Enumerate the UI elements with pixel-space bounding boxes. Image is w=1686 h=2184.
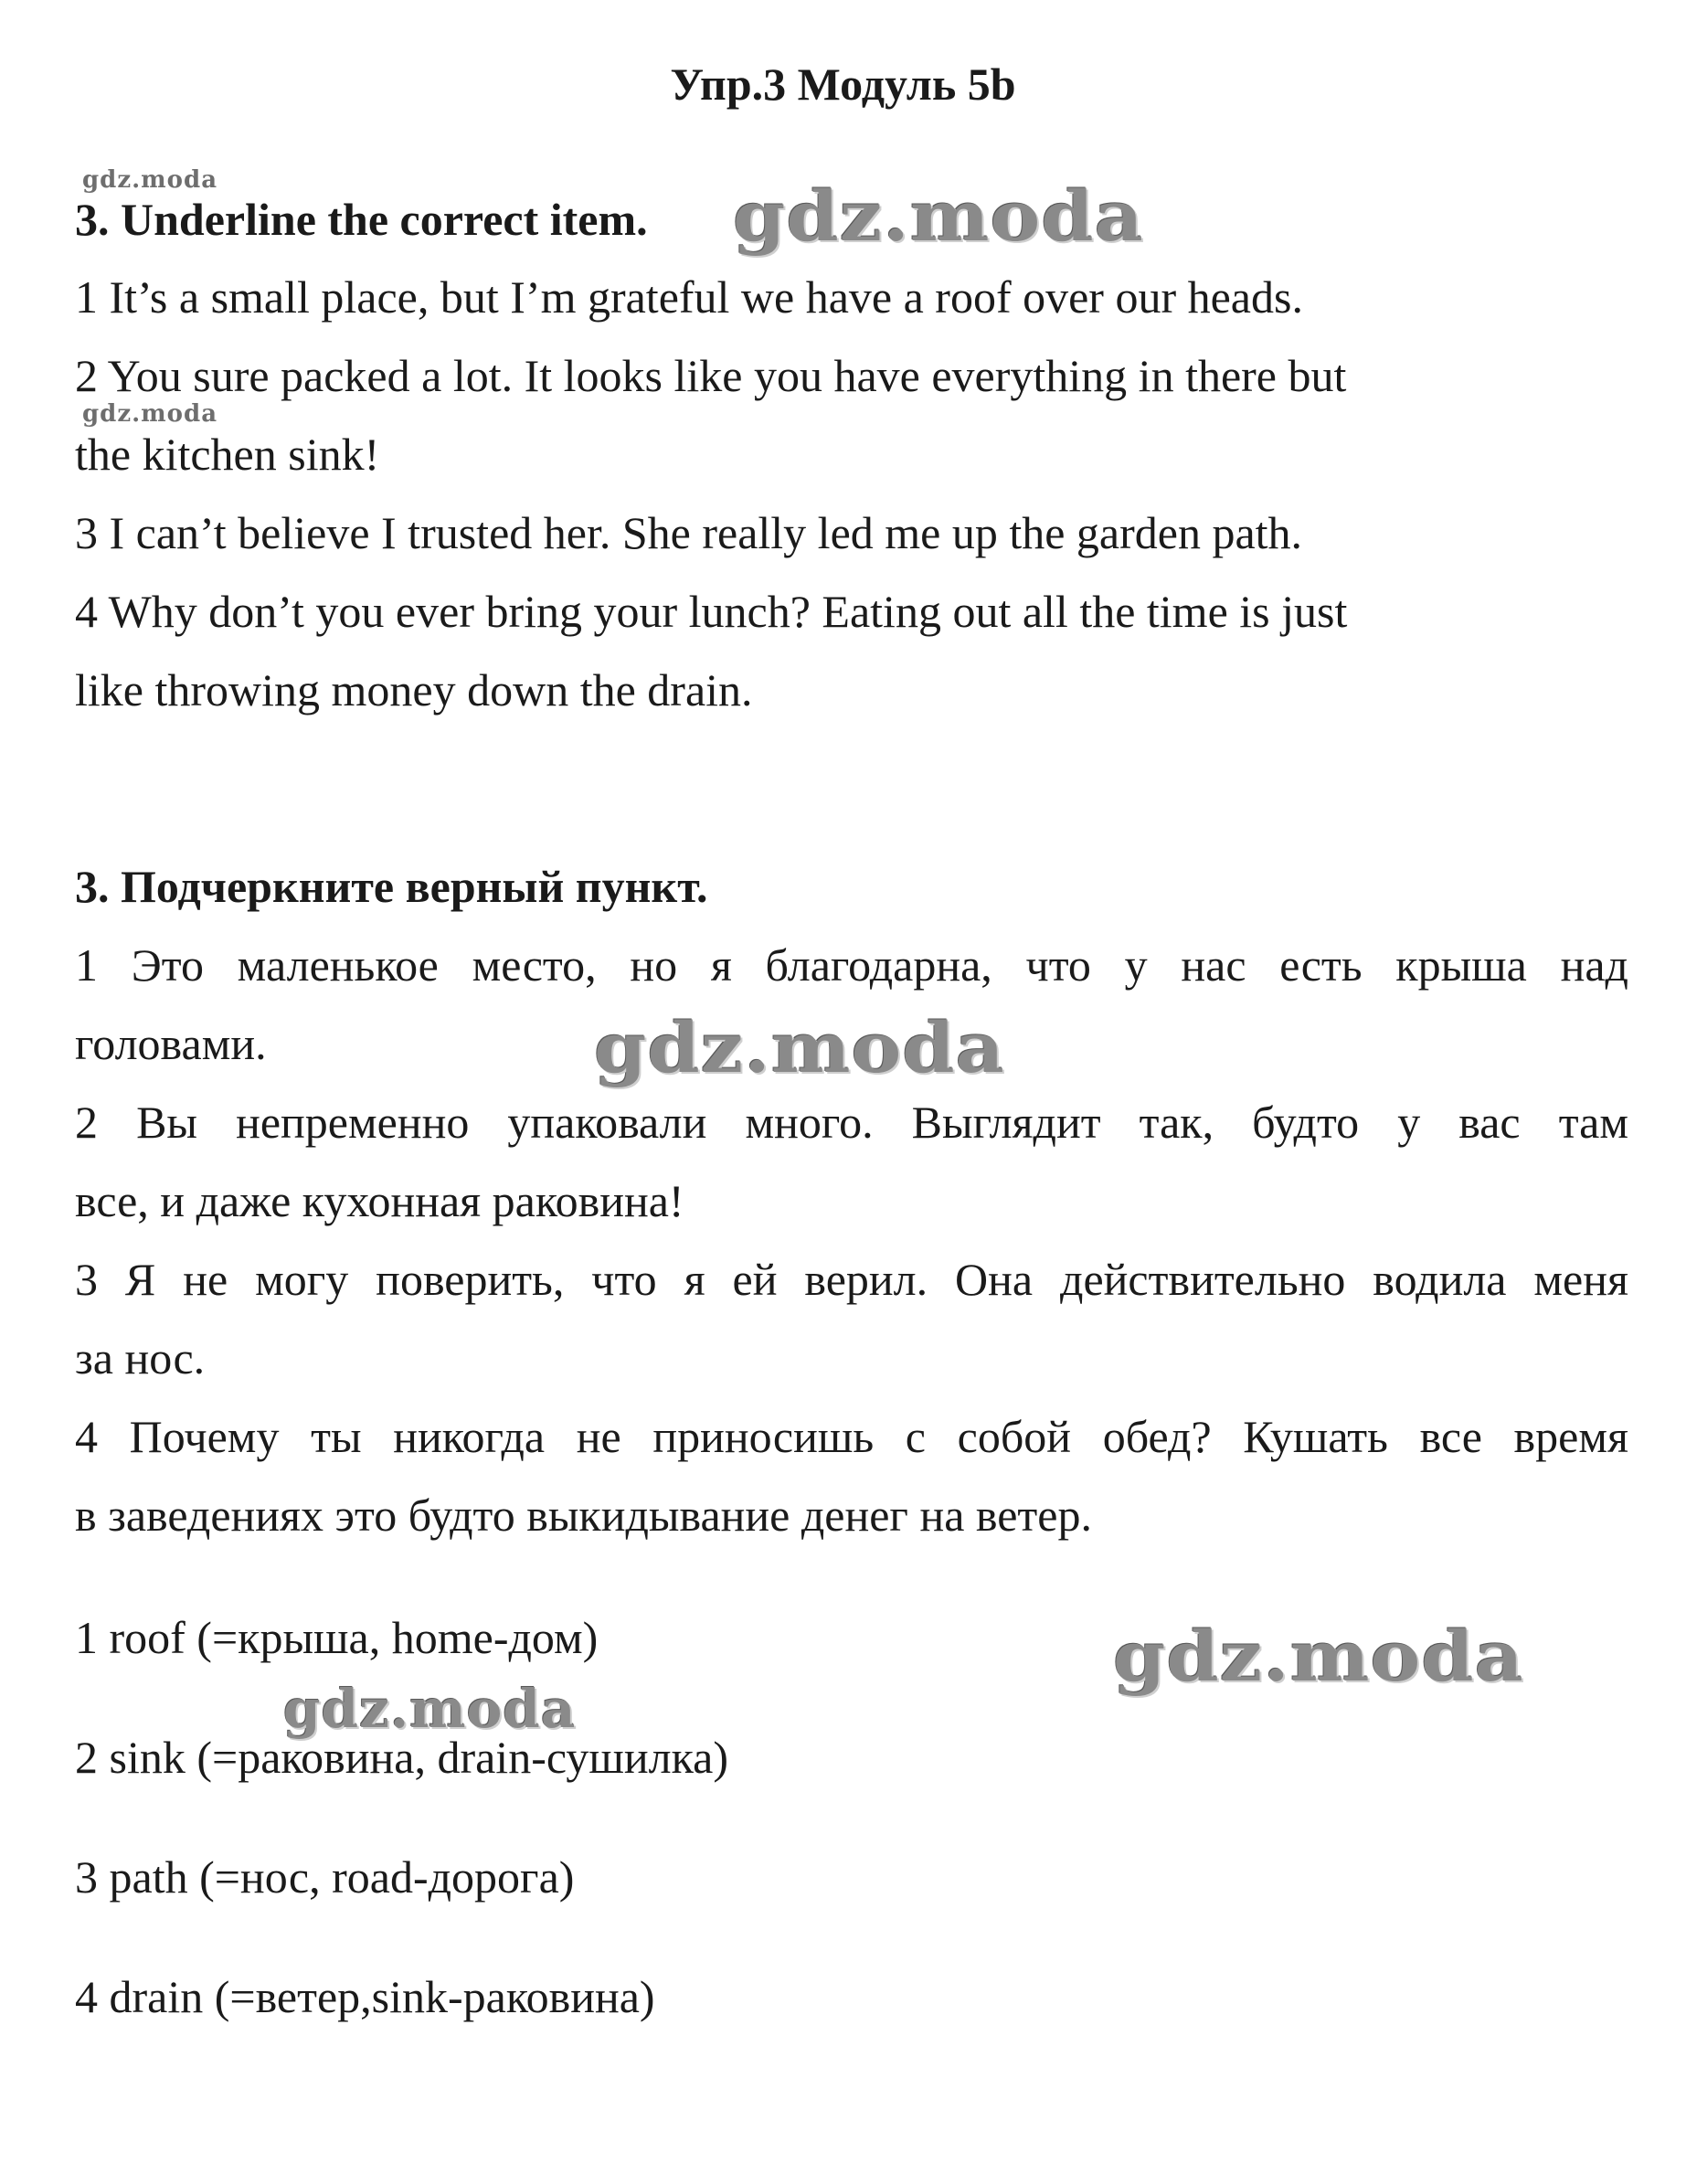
english-line: 3 I can’t believe I trusted her. She really led me up the garden path. [75,507,1303,558]
english-heading: 3. Underline the correct item. [75,194,648,245]
russian-line: 1 Это маленькое место, но я благодарна, что у нас есть крыша над [75,939,1628,991]
russian-heading: 3. Подчеркните верный пункт. [75,861,708,912]
russian-line: головами. [75,1018,267,1069]
answer-line: 4 drain (=ветер,sink-раковина) [75,1971,655,2022]
russian-line: за нос. [75,1332,206,1384]
english-line: 4 Why don’t you ever bring your lunch? Eating out all the time is just [75,586,1348,637]
english-line: like throwing money down the drain. [75,664,753,716]
russian-line: 3 Я не могу поверить, что я ей верил. Она действительно водила меня [75,1254,1628,1305]
answer-line: 2 sink (=раковина, drain-сушилка) [75,1732,728,1783]
answer-line: 1 roof (=крыша, home-дом) [75,1612,599,1663]
page-title: Упр.3 Модуль 5b [670,58,1016,110]
russian-line: 2 Вы непременно упаковали много. Выглядит так, будто у вас там [75,1097,1628,1148]
watermark-small-2: gdz.moda [82,400,218,428]
russian-line: в заведениях это будто выкидывание денег на ветер. [75,1490,1092,1541]
russian-line: 4 Почему ты никогда не приносишь с собой обед? Кушать все время [75,1411,1628,1462]
english-line: 1 It’s a small place, but I’m grateful we have a roof over our heads. [75,271,1303,323]
watermark-medium-1: gdz.moda [283,1678,577,1740]
english-line: 2 You sure packed a lot. It looks like you have everything in there but [75,350,1347,401]
watermark-large-2: gdz.moda [594,1008,1005,1089]
english-line: the kitchen sink! [75,429,380,480]
answer-line: 3 path (=нос, road-дорога) [75,1851,575,1903]
watermark-large-1: gdz.moda [733,176,1144,258]
watermark-small-1: gdz.moda [82,166,218,194]
watermark-large-3: gdz.moda [1113,1617,1524,1698]
russian-line: все, и даже кухонная раковина! [75,1175,684,1226]
